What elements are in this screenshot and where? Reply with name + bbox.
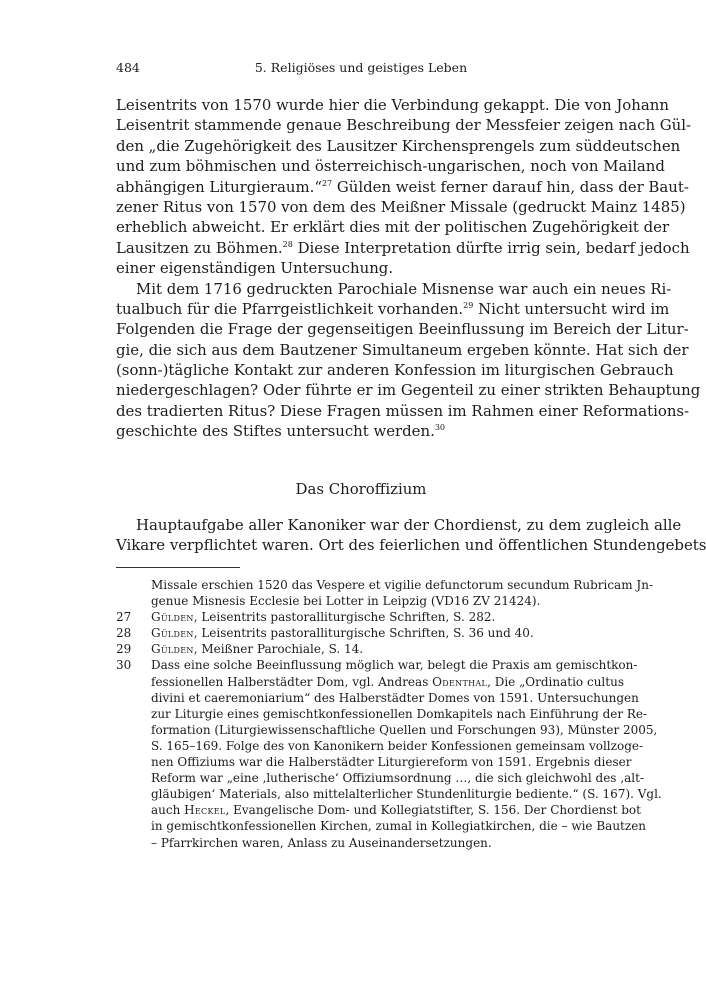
footnote-continuation bbox=[116, 577, 653, 609]
page-number: 484 bbox=[116, 60, 140, 75]
paragraph bbox=[116, 95, 692, 279]
footnote-number: 29 bbox=[116, 642, 132, 657]
text-line: Folgenden die Frage der gegenseitigen Beeinflussung im Bereich der Litur- bbox=[116, 320, 689, 339]
running-title: 5. Religiöses und geistiges Leben bbox=[254, 60, 468, 75]
text-line: des tradierten Ritus? Diese Fragen müssen im Rahmen einer Reformations- bbox=[116, 401, 690, 420]
text-line bbox=[116, 299, 670, 319]
author-name: Gülden bbox=[151, 642, 194, 657]
text-line: (sonn-)tägliche Kontakt zur anderen Konfession im liturgischen Gebrauch bbox=[116, 361, 674, 380]
section-heading: Das Choroffizium bbox=[295, 480, 427, 498]
text-line: den „die Zugehörigkeit des Lausitzer Kirchensprengels zum süddeutschen bbox=[116, 136, 681, 155]
paragraph bbox=[116, 516, 706, 557]
text-segment: , Evangelische Dom- und Kollegiatstifter, S. 156. Der Chordienst bot bbox=[225, 803, 641, 818]
text-line: und zum böhmischen und österreichisch-ungarischen, noch von Mailand bbox=[116, 157, 665, 176]
text-segment: Nicht untersucht wird im bbox=[473, 299, 670, 318]
text-line: gie, die sich aus dem Bautzener Simultaneum ergeben könnte. Hat sich der bbox=[116, 340, 689, 359]
text-line: Reform war „eine ‚lutherische‘ Offiziumsordnung …, die sich gleichwohl des ‚alt- bbox=[151, 771, 644, 786]
text-segment: , Die „Ordinatio cultus bbox=[487, 674, 624, 689]
footnote-ref-27[interactable]: 27 bbox=[321, 178, 333, 188]
text-line: zur Liturgie eines gemischtkonfessionellen Domkapitels nach Einführung der Re- bbox=[151, 706, 648, 721]
text-line: formation (Liturgiewissenschaftliche Quellen und Forschungen 93), Münster 2005, bbox=[151, 722, 658, 737]
text-line: Leisentrits von 1570 wurde hier die Verbindung gekappt. Die von Johann bbox=[116, 96, 669, 114]
author-name: Gülden bbox=[151, 610, 194, 625]
footnote-30 bbox=[116, 657, 662, 850]
footnote-ref-29[interactable]: 29 bbox=[463, 300, 474, 310]
text-segment: Lausitzen zu Böhmen. bbox=[116, 238, 283, 257]
text-line: niedergeschlagen? Oder führte er im Gegenteil zu einer strikten Behauptung bbox=[116, 381, 701, 400]
author-name: Heckel bbox=[184, 803, 226, 818]
footnote-number: 30 bbox=[116, 658, 132, 673]
main-text bbox=[116, 95, 701, 442]
text-line bbox=[151, 609, 606, 625]
text-line: gläubigen‘ Materials, also mittelalterlicher Stundenliturgie bediente.“ (S. 167). Vgl. bbox=[151, 787, 662, 802]
text-line: zener Ritus von 1570 von dem des Meißner Missale (gedruckt Mainz 1485) bbox=[116, 197, 686, 216]
text-line: einer eigenständigen Untersuchung. bbox=[116, 259, 394, 278]
text-segment: Gülden weist ferner darauf hin, dass der Baut- bbox=[332, 177, 689, 196]
footnote-ref-30[interactable]: 30 bbox=[434, 423, 445, 433]
footnote-number: 28 bbox=[116, 626, 132, 641]
text-segment: , Leisentrits pastoralliturgische Schriften, S. 282. bbox=[193, 610, 496, 625]
footnote-28 bbox=[116, 625, 606, 641]
text-line bbox=[151, 625, 606, 641]
text-line bbox=[116, 177, 689, 197]
footnote-number: 27 bbox=[116, 610, 132, 625]
footnote-27 bbox=[116, 609, 606, 625]
text-segment: , Leisentrits pastoralliturgische Schriften, S. 36 und 40. bbox=[193, 626, 534, 641]
text-line: Mit dem 1716 gedruckten Parochiale Misnense war auch ein neues Ri- bbox=[136, 279, 672, 298]
text-line: – Pfarrkirchen waren, Anlass zu Auseinandersetzungen. bbox=[151, 835, 492, 850]
text-segment: , Meißner Parochiale, S. 14. bbox=[193, 642, 364, 657]
text-line: Leisentrit stammende genaue Beschreibung der Messfeier zeigen nach Gül- bbox=[116, 116, 692, 135]
text-line: nen Offiziums war die Halberstädter Liturgiereform von 1591. Ergebnis dieser bbox=[151, 755, 632, 770]
text-segment: auch bbox=[151, 803, 185, 818]
author-name: Odenthal bbox=[432, 674, 488, 689]
footnote-ref-28[interactable]: 28 bbox=[282, 239, 293, 249]
text-line: in gemischtkonfessionellen Kirchen, zumal in Kollegiatkirchen, die – wie Bautzen bbox=[151, 819, 647, 834]
text-segment: geschichte des Stiftes untersucht werden. bbox=[116, 422, 435, 441]
text-line bbox=[116, 238, 690, 258]
paragraph bbox=[116, 279, 701, 442]
footnote-29 bbox=[116, 641, 606, 657]
footnote-rule bbox=[116, 567, 240, 568]
text-line: genue Misnesis Ecclesie bei Lotter in Leipzig (VD16 ZV 21424). bbox=[151, 594, 541, 609]
text-segment: Diese Interpretation dürfte irrig sein, bedarf jedoch bbox=[292, 238, 690, 257]
text-segment: fessionellen Halberstädter Dom, vgl. Andreas bbox=[151, 674, 433, 689]
page-header bbox=[116, 60, 606, 80]
text-segment: abhängigen Liturgieraum.“ bbox=[116, 177, 322, 196]
text-line: divini et caeremoniarium“ des Halberstädter Domes von 1591. Untersuchungen bbox=[151, 690, 639, 705]
text-line: Dass eine solche Beeinflussung möglich war, belegt die Praxis am gemischtkon- bbox=[151, 658, 638, 673]
text-line: Vikare verpflichtet waren. Ort des feierlichen und öffentlichen Stundengebets bbox=[116, 536, 706, 555]
author-name: Gülden bbox=[151, 626, 194, 641]
footnotes bbox=[116, 577, 662, 851]
text-line bbox=[151, 674, 624, 690]
text-line: Missale erschien 1520 das Vespere et vigilie defunctorum secundum Rubricam Jn- bbox=[151, 578, 653, 592]
text-line: Hauptaufgabe aller Kanoniker war der Chordienst, zu dem zugleich alle bbox=[136, 516, 682, 534]
text-line bbox=[151, 641, 606, 657]
text-segment: tualbuch für die Pfarrgeistlichkeit vorhanden. bbox=[116, 299, 464, 318]
text-line bbox=[116, 421, 606, 441]
text-line bbox=[151, 802, 641, 818]
text-line: S. 165–169. Folge des von Kanonikern beider Konfessionen gemeinsam vollzoge- bbox=[151, 738, 644, 753]
text-line: erheblich abweicht. Er erklärt dies mit der politischen Zugehörigkeit der bbox=[116, 218, 670, 237]
